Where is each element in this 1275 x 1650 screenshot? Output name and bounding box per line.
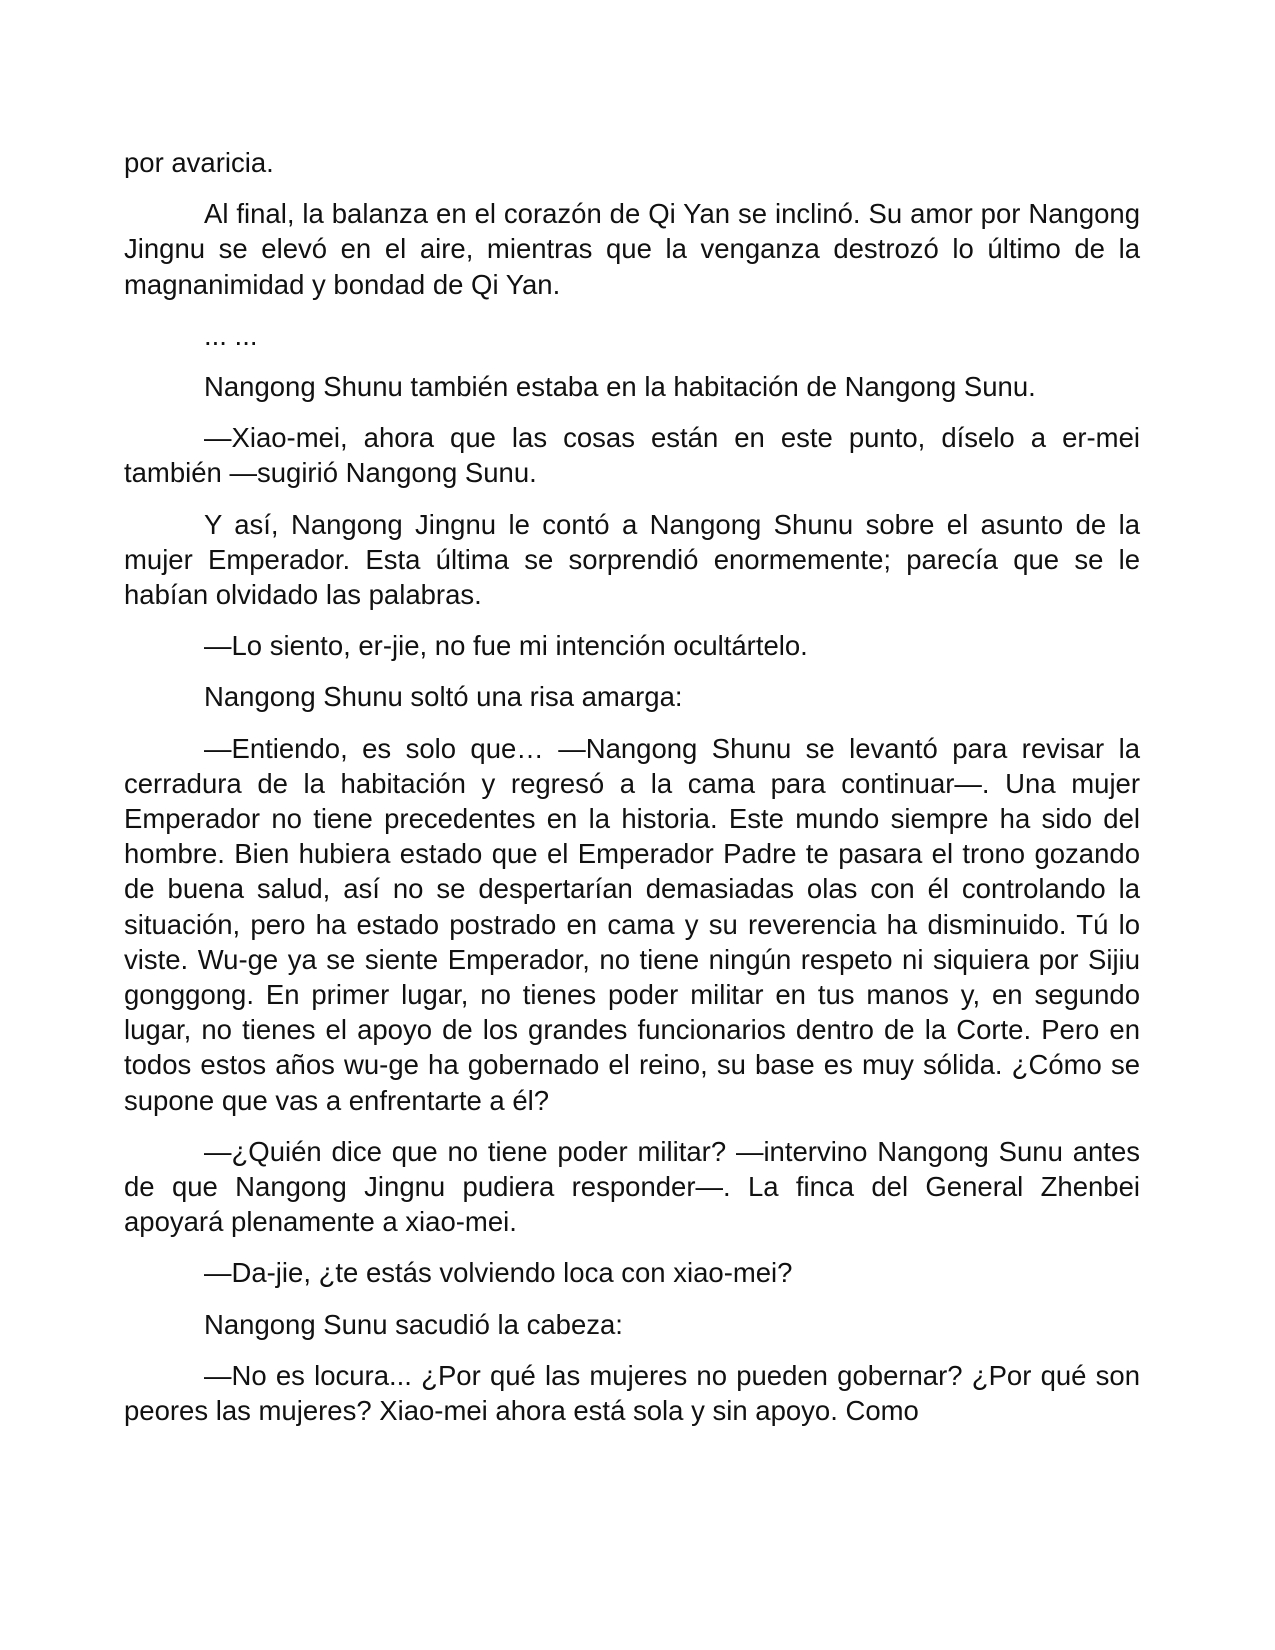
paragraph: —No es locura... ¿Por qué las mujeres no pueden gobernar? ¿Por qué son peores las mujeres? Xiao-mei ahora está sola y sin apoyo. Como (124, 1359, 1140, 1427)
paragraph: Nangong Shunu también estaba en la habitación de Nangong Sunu. (204, 371, 1036, 403)
paragraph: —Lo siento, er-jie, no fue mi intención ocultártelo. (204, 630, 808, 662)
paragraph: por avaricia. (124, 147, 274, 178)
paragraph: Y así, Nangong Jingnu le contó a Nangong Shunu sobre el asunto de la mujer Emperador. Esta última se sorprendió enormemente; parecía que se le habían olvidado las palabras. (124, 508, 1140, 611)
paragraph: ... ... (204, 319, 258, 351)
paragraph: Nangong Sunu sacudió la cabeza: (204, 1308, 623, 1340)
paragraph: —Da-jie, ¿te estás volviendo loca con xiao-mei? (204, 1257, 793, 1289)
paragraph: —Entiendo, es solo que… —Nangong Shunu se levantó para revisar la cerradura de la habitación y regresó a la cama para continuar—. Una mujer Emperador no tiene precedentes en la historia. Este mundo siempre ha sido del hombre. Bien hubiera estado que el Emperador Padre te pasara el trono gozando de buena salud, así no se despertarían demasiadas olas con él controlando la situación, pero ha estado postrado en cama y su reverencia ha disminuido. Tú lo viste. Wu-ge ya se siente Emperador, no tiene ningún respeto ni siquiera por Sijiu gonggong. En primer lugar, no tienes poder militar en tus manos y, en segundo lugar, no tienes el apoyo de los grandes funcionarios dentro de la Corte. Pero en todos estos años wu-ge ha gobernado el reino, su base es muy sólida. ¿Cómo se supone que vas a enfrentarte a él? (124, 732, 1140, 1116)
paragraph: Nangong Shunu soltó una risa amarga: (204, 681, 683, 713)
paragraph: Al final, la balanza en el corazón de Qi Yan se inclinó. Su amor por Nangong Jingnu se elevó en el aire, mientras que la venganza destrozó lo último de la magnanimidad y bondad de Qi Yan. (124, 198, 1140, 300)
paragraph: —¿Quién dice que no tiene poder militar? —intervino Nangong Sunu antes de que Nangong Jingnu pudiera responder—. La finca del General Zhenbei apoyará plenamente a xiao-mei. (124, 1135, 1140, 1238)
paragraph: —Xiao-mei, ahora que las cosas están en este punto, díselo a er-mei también —sugirió Nangong Sunu. (124, 422, 1140, 489)
document-page (124, 145, 1140, 1444)
